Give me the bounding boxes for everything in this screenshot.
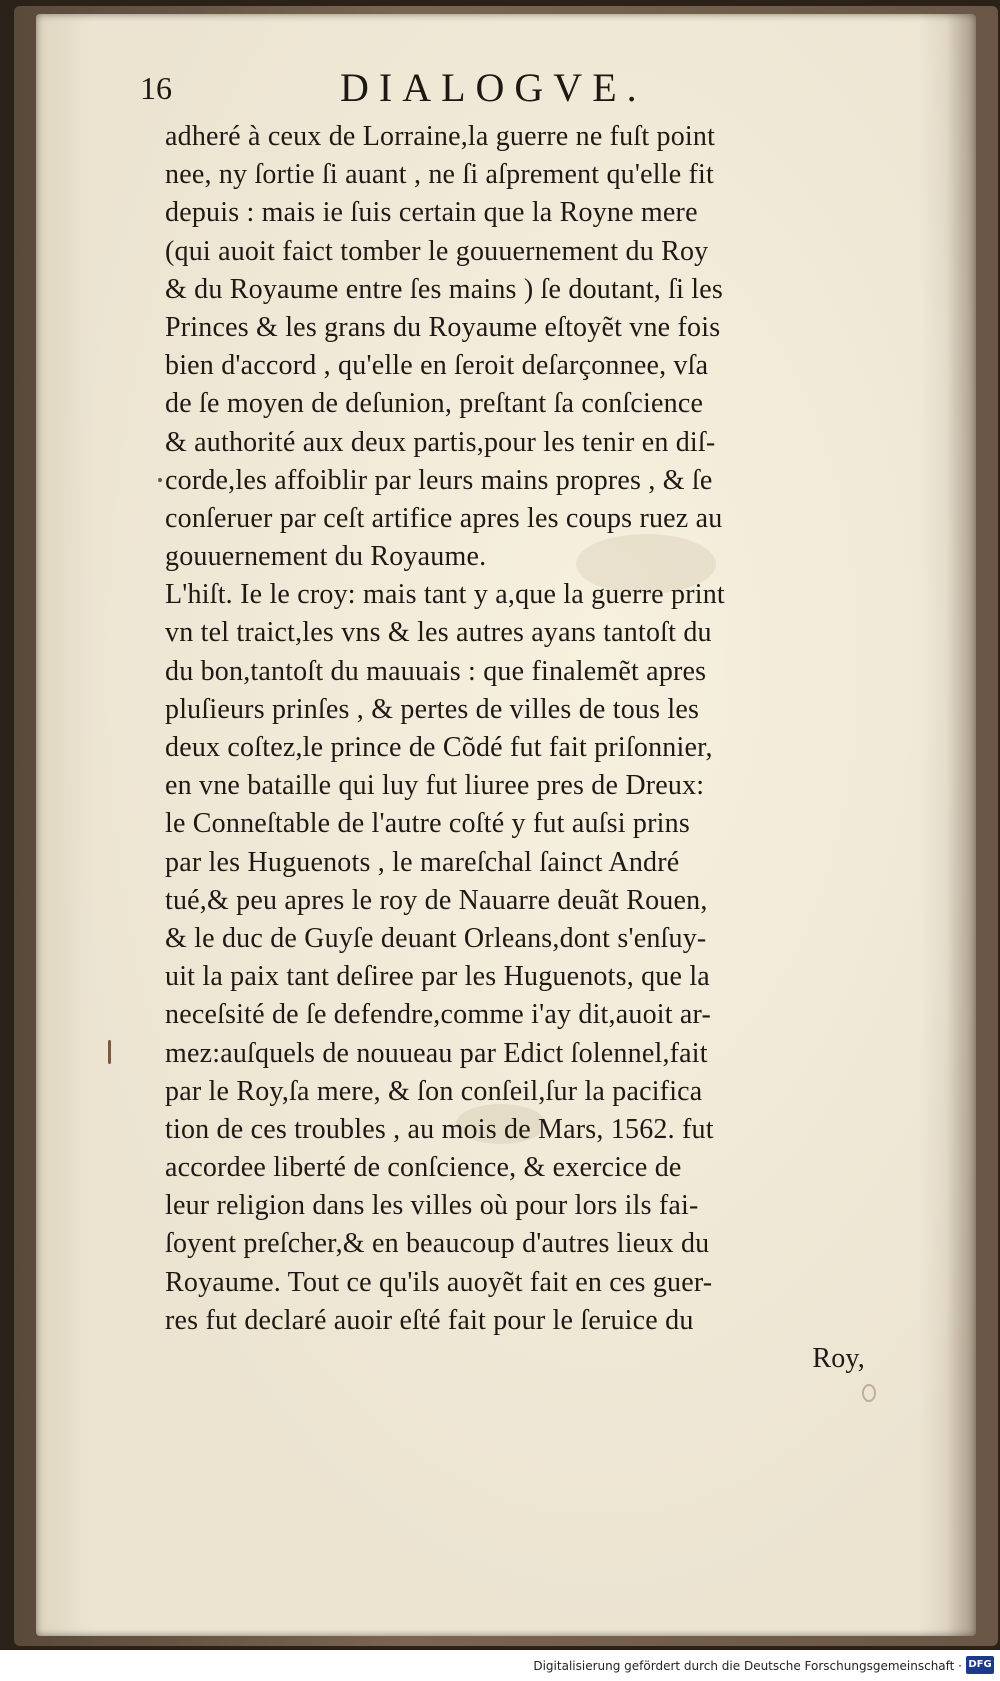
text-line: en vne bataille qui luy fut liuree pres de Dreux: [165,770,705,802]
text-line: leur religion dans les villes où pour lors ils fai- [165,1190,699,1222]
text-line: uit la paix tant deſiree par les Huguenots, que la [165,961,710,993]
page-number: 16 [140,70,172,106]
text-line: depuis : mais ie ſuis certain que la Royne mere [165,197,698,229]
text-line: & authorité aux deux partis,pour les tenir en diſ- [165,426,716,458]
margin-mark [108,1040,111,1064]
text-line: corde,les affoiblir par leurs mains propres , & ſe [165,464,713,496]
footer-bar [0,1650,1000,1681]
text-line: de ſe moyen de deſunion, preſtant ſa conſcience [165,388,704,420]
text-line: Royaume. Tout ce qu'ils auoyẽt fait en ces guer- [165,1266,713,1298]
text-line: L'hiſt. Ie le croy: mais tant y a,que la guerre print [165,579,725,611]
text-line: Princes & les grans du Royaume eſtoyẽt vne fois [165,311,721,343]
text-line: le Conneſtable de l'autre coſté y fut auſsi prins [165,808,690,840]
body-text [165,118,865,1378]
text-line: bien d'accord , qu'elle en ſeroit deſarçonnee, vſa [165,350,709,382]
dfg-logo: DFG [966,1656,994,1674]
running-head [140,66,860,116]
text-line: nee, ny ſortie ſi auant , ne ſi aſprement qu'elle fit [165,159,715,191]
text-line: (qui auoit faict tomber le gouuernement du Roy [165,235,709,267]
text-line: mez:auſquels de nouueau par Edict ſolennel,fait [165,1037,708,1069]
text-line: adheré à ceux de Lorraine,la guerre ne fuſt point [165,121,716,152]
gutter-shadow [946,14,976,1636]
text-line: pluſieurs prinſes , & pertes de villes de tous les [165,693,700,725]
text-line: tion de ces troubles , au mois de Mars, 1562. fut [165,1113,714,1145]
text-line: du bon,tantoſt du mauuais : que finalemẽt apres [165,655,707,687]
text-line: deux coſtez,le prince de Cõdé fut fait priſonnier, [165,732,713,763]
text-line: par les Huguenots , le mareſchal ſainct André [165,846,680,878]
text-line: tué,& peu apres le roy de Nauarre deuãt Rouen, [165,884,708,916]
text-line: par le Roy,ſa mere, & ſon conſeil,ſur la pacifica [165,1075,703,1107]
text-line: res fut declaré auoir eſté fait pour le ſeruice du [165,1304,694,1336]
text-line: & du Royaume entre ſes mains ) ſe doutant, ſi les [165,273,724,305]
text-line: accordee liberté de conſcience, & exercice de [165,1152,682,1184]
text-line: ſoyent preſcher,& en beaucoup d'autres lieux du [165,1228,710,1260]
text-line: conſeruer par ceſt artifice apres les coups ruez au [165,502,723,534]
margin-mark [862,1384,876,1402]
text-line: neceſsité de ſe defendre,comme i'ay dit,auoit ar- [165,999,712,1031]
text-line: gouuernement du Royaume. [165,541,487,573]
margin-mark [158,478,162,482]
running-title: DIALOGVE. [340,65,647,110]
digitization-credit: Digitalisierung gefördert durch die Deutsche Forschungsgemeinschaft · [533,1659,962,1673]
text-line: vn tel traict,les vns & les autres ayans tantoſt du [165,617,712,649]
catchword: Roy, [812,1343,865,1374]
text-line: & le duc de Guyſe deuant Orleans,dont s'enſuy- [165,922,707,954]
